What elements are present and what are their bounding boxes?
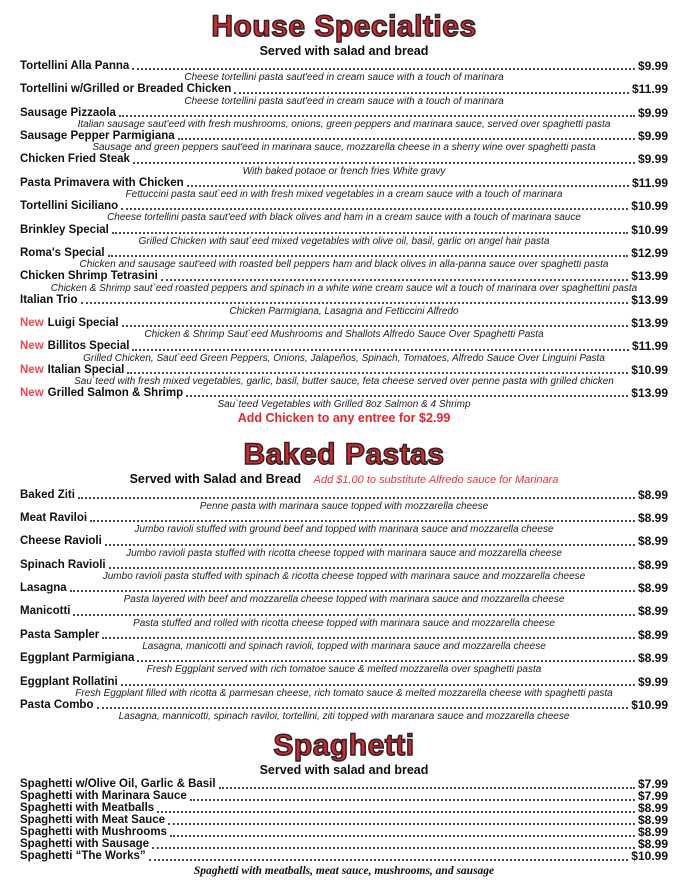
item-name: Spaghetti w/Olive Oil, Garlic & Basil bbox=[20, 778, 216, 791]
dot-leader bbox=[97, 707, 629, 709]
item-desc: Cheese tortellini pasta saut'eed with black olives and ham in a cream sauce with a touch of marinara sauce bbox=[107, 212, 581, 224]
section-title-house-specialties: House Specialties bbox=[211, 10, 477, 43]
dot-leader bbox=[122, 325, 629, 327]
item-name: Tortellini Siciliano bbox=[20, 200, 119, 213]
item-desc: Cheese tortellini pasta saut'eed in cream sauce with a touch of marinara bbox=[184, 72, 504, 84]
item-name-wrap bbox=[20, 224, 109, 236]
item-name-wrap bbox=[20, 270, 158, 282]
item-price: $13.99 bbox=[631, 269, 668, 284]
dot-leader bbox=[219, 787, 635, 789]
dot-leader bbox=[187, 185, 629, 187]
menu-item bbox=[20, 676, 668, 688]
menu-item bbox=[20, 629, 668, 641]
item-desc: Grilled Chicken, Saut`eed Green Peppers, Onions, Jalapeños, Spinach, Tomatoes, Alfredo Sauce Over Linguini Pasta bbox=[83, 352, 605, 364]
section-spaghetti bbox=[20, 729, 668, 877]
dot-leader bbox=[133, 162, 635, 164]
item-price: $8.99 bbox=[637, 581, 668, 596]
item-name-wrap bbox=[20, 60, 129, 72]
item-price: $8.99 bbox=[637, 487, 668, 502]
item-name: Chicken Shrimp Tetrasini bbox=[20, 270, 158, 283]
item-name: Spaghetti with Mushrooms bbox=[20, 825, 167, 838]
item-desc: Fresh Eggplant served with rich tomatoe sauce & melted mozzarella over spaghetti pasta bbox=[146, 664, 542, 676]
dot-leader bbox=[149, 859, 629, 861]
item-price: $8.99 bbox=[637, 801, 668, 816]
item-desc: Sau`teed with fresh mixed vegetables, garlic, basil, butter sauce, feta cheese served over penne pasta with grilled chicken bbox=[74, 376, 614, 388]
item-name-wrap bbox=[20, 247, 105, 259]
menu-item bbox=[20, 247, 668, 259]
menu-item bbox=[20, 107, 668, 119]
dot-leader bbox=[90, 520, 635, 522]
item-desc: Fettuccini pasta saut`eed in with fresh mixed vegetables in a cream sauce with a touch of marinara bbox=[125, 189, 563, 201]
item-name-wrap bbox=[20, 699, 94, 711]
item-price: $8.99 bbox=[637, 813, 668, 828]
item-price: $8.99 bbox=[637, 824, 668, 839]
menu-item bbox=[20, 387, 668, 399]
item-name: Chicken Fried Steak bbox=[20, 153, 130, 166]
item-name-wrap bbox=[20, 200, 118, 212]
item-name: Spaghetti with Sausage bbox=[20, 837, 150, 850]
item-price: $13.99 bbox=[631, 386, 668, 401]
item-name: Tortellini Alla Panna bbox=[20, 59, 130, 72]
menu-item bbox=[20, 512, 668, 524]
dot-leader bbox=[170, 835, 635, 837]
dot-leader bbox=[127, 372, 628, 374]
menu-item bbox=[20, 341, 668, 353]
section-title-spaghetti: Spaghetti bbox=[273, 729, 415, 763]
item-price: $12.99 bbox=[631, 245, 668, 260]
item-name-wrap bbox=[20, 340, 129, 352]
dot-leader bbox=[190, 799, 635, 801]
section-title-baked-pastas: Baked Pastas bbox=[243, 437, 445, 471]
item-price: $9.99 bbox=[637, 129, 668, 144]
menu-item bbox=[20, 606, 668, 618]
section-subtitle: Served with Salad and Bread bbox=[129, 471, 302, 486]
menu-item bbox=[20, 559, 668, 571]
new-badge: New bbox=[20, 387, 44, 400]
dot-leader bbox=[157, 811, 635, 813]
item-price: $11.99 bbox=[631, 82, 668, 97]
item-desc: Jumbo ravioli stuffed with ground beef and topped with marinara sauce and mozzarella cheese bbox=[134, 524, 554, 536]
item-price: $13.99 bbox=[631, 292, 668, 307]
item-name-wrap bbox=[20, 177, 184, 189]
item-price: $8.99 bbox=[637, 534, 668, 549]
new-badge: New bbox=[20, 363, 44, 376]
item-price: $11.99 bbox=[631, 339, 668, 354]
item-price: $9.99 bbox=[637, 152, 668, 167]
item-price: $7.99 bbox=[637, 789, 668, 804]
item-price: $10.99 bbox=[631, 697, 668, 712]
item-name: Pasta Combo bbox=[20, 698, 94, 711]
item-price: $10.99 bbox=[631, 222, 668, 237]
section-baked-pastas bbox=[20, 438, 668, 723]
menu-item bbox=[20, 848, 668, 863]
item-price: $10.99 bbox=[631, 199, 668, 214]
item-name: Sausage Pepper Parmigiana bbox=[20, 130, 175, 143]
item-price: $8.99 bbox=[637, 604, 668, 619]
dot-leader bbox=[186, 395, 628, 397]
dot-leader bbox=[112, 232, 628, 234]
item-name: Spaghetti “The Works” bbox=[20, 849, 146, 862]
item-name: Lasagna bbox=[20, 582, 67, 595]
item-desc: Italian sausage saut'eed with fresh mushrooms, onions, green peppers and marinara sauce, served over spaghetti pasta bbox=[77, 118, 611, 130]
dot-leader bbox=[121, 684, 635, 686]
item-desc: Sau`teed Vegetables with Grilled 8oz Salmon & 4 Shrimp bbox=[217, 399, 471, 411]
item-desc: Pasta layered with beef and mozzarella cheese topped with marinara sauce and mozzarella cheese bbox=[123, 594, 565, 606]
item-name: Brinkley Special bbox=[20, 223, 109, 236]
menu-item bbox=[20, 200, 668, 212]
item-desc: Chicken and sausage saut'eed with roasted bell peppers ham and black olives in alla-panna sauce over spaghetti pasta bbox=[79, 259, 609, 271]
item-price: $11.99 bbox=[631, 175, 668, 190]
menu-item bbox=[20, 224, 668, 236]
menu-item bbox=[20, 60, 668, 72]
item-name: Spaghetti with Meat Sauce bbox=[20, 814, 166, 827]
item-desc: Grilled Chicken with saut`eed mixed vegetables with olive oil, basil, garlic on angel hair pasta bbox=[138, 235, 550, 247]
item-price: $10.99 bbox=[631, 848, 668, 863]
item-name-wrap bbox=[20, 83, 231, 95]
item-name: Roma's Special bbox=[20, 246, 105, 259]
item-name: Italian Special bbox=[47, 363, 125, 376]
item-name: Cheese Ravioli bbox=[20, 535, 102, 548]
the-works-desc: Spaghetti with meatballs, meat sauce, mushrooms, and sausage bbox=[193, 864, 495, 877]
add-chicken-note: Add Chicken to any entree for $2.99 bbox=[237, 410, 451, 425]
item-name: Billitos Special bbox=[47, 340, 130, 353]
new-badge: New bbox=[20, 340, 44, 353]
item-price: $8.99 bbox=[637, 836, 668, 851]
menu-item bbox=[20, 270, 668, 282]
item-name-wrap bbox=[20, 512, 87, 524]
item-price: $8.99 bbox=[637, 651, 668, 666]
item-name: Meat Raviloi bbox=[20, 511, 88, 524]
item-price: $9.99 bbox=[637, 105, 668, 120]
item-price: $10.99 bbox=[631, 362, 668, 377]
item-name-wrap bbox=[20, 582, 67, 594]
item-desc: Cheese tortellini pasta saut'eed in cream sauce with a touch of marinara bbox=[184, 95, 504, 107]
item-name: Grilled Salmon & Shrimp bbox=[47, 387, 184, 400]
item-price: $9.99 bbox=[637, 58, 668, 73]
menu-item bbox=[20, 582, 668, 594]
menu-item bbox=[20, 364, 668, 376]
item-desc: With baked potaoe or french fries White gravy bbox=[242, 165, 446, 177]
section-subtitle: Served with salad and bread bbox=[259, 763, 429, 778]
alfredo-substitute-note: Add $1.00 to substitute Alfredo sauce for Marinara bbox=[313, 473, 559, 486]
item-name: Baked Ziti bbox=[20, 488, 75, 501]
item-name: Spinach Ravioli bbox=[20, 558, 106, 571]
dot-leader bbox=[78, 497, 635, 499]
item-desc: Lasagna, manicotti and spinach ravioli, topped with marinara sauce and mozzarella cheese bbox=[142, 641, 546, 653]
dot-leader bbox=[70, 590, 635, 592]
item-name: Tortellini w/Grilled or Breaded Chicken bbox=[20, 83, 232, 96]
item-name: Eggplant Parmigiana bbox=[20, 652, 135, 665]
item-name-wrap bbox=[20, 605, 70, 617]
item-desc: Fresh Eggplant filled with ricotta & parmesan cheese, rich tomato sauce & melted mozzarella cheese with spaghetti pasta bbox=[75, 687, 613, 699]
item-desc: Chicken & Shrimp Saut`eed Mushrooms and Shallots Alfredo Sauce Over Spaghetti Pasta bbox=[144, 329, 544, 341]
item-desc: Sausage and green peppers saut'eed in marinara sauce, mozzarella cheese in a sherry wine over spaghetti pasta bbox=[92, 142, 596, 154]
item-name: Pasta Primavera with Chicken bbox=[20, 176, 184, 189]
item-name-wrap bbox=[20, 294, 78, 306]
menu-item bbox=[20, 535, 668, 547]
item-name-wrap bbox=[20, 153, 130, 165]
menu-item bbox=[20, 130, 668, 142]
menu-item bbox=[20, 652, 668, 664]
item-name: Manicotti bbox=[20, 605, 71, 618]
dot-leader bbox=[234, 92, 629, 94]
item-name: Luigi Special bbox=[47, 317, 119, 330]
item-desc: Jumbo ravioli pasta stuffed with spinach & ricotta cheese topped with marinara sauce and mozzarella cheese bbox=[102, 570, 586, 582]
section-subtitle: Served with salad and bread bbox=[259, 44, 429, 58]
menu-item bbox=[20, 489, 668, 501]
dot-leader bbox=[137, 660, 635, 662]
item-name-wrap bbox=[20, 851, 146, 863]
item-name-wrap bbox=[20, 629, 99, 641]
dot-leader bbox=[105, 544, 635, 546]
item-desc: Chicken & Shrimp saut`eed roasted peppers and spinach in a white wine cream sauce wit a touch of marinara over spaghettini pasta bbox=[50, 282, 638, 294]
item-name-wrap bbox=[20, 489, 75, 501]
item-name: Spaghetti with Marinara Sauce bbox=[20, 790, 187, 803]
dot-leader bbox=[152, 847, 635, 849]
item-desc: Penne pasta with marinara sauce topped with mozzarella cheese bbox=[199, 500, 489, 512]
new-badge: New bbox=[20, 317, 44, 330]
item-name: Spaghetti with Meatballs bbox=[20, 802, 155, 815]
item-desc: Pasta stuffed and rolled with ricotta cheese topped with marinara sauce and mozzarella cheese bbox=[133, 617, 555, 629]
item-price: $8.99 bbox=[637, 627, 668, 642]
menu-item bbox=[20, 699, 668, 711]
item-price: $8.99 bbox=[637, 510, 668, 525]
menu-item bbox=[20, 317, 668, 329]
dot-leader bbox=[108, 255, 629, 257]
item-name-wrap bbox=[20, 652, 134, 664]
item-name-wrap bbox=[20, 107, 116, 119]
dot-leader bbox=[132, 349, 628, 351]
menu-item bbox=[20, 294, 668, 306]
item-name-wrap bbox=[20, 559, 106, 571]
dot-leader bbox=[81, 302, 629, 304]
menu-item bbox=[20, 83, 668, 95]
item-price: $13.99 bbox=[631, 316, 668, 331]
item-price: $9.99 bbox=[637, 674, 668, 689]
item-name: Sausage Pizzaola bbox=[20, 106, 116, 119]
dot-leader bbox=[132, 68, 635, 70]
dot-leader bbox=[168, 823, 635, 825]
item-price: $8.99 bbox=[637, 557, 668, 572]
dot-leader bbox=[178, 138, 635, 140]
menu-item bbox=[20, 177, 668, 189]
item-desc: Jumbo ravioli pasta stuffed with ricotta cheese topped with marinara sauce and mozzarella cheese bbox=[126, 547, 562, 559]
item-desc: Lasagna, mannicotti, spinach raviloi, tortellini, ziti topped with maranara sauce and mozzarella cheese bbox=[118, 711, 570, 723]
section-subtitle-row bbox=[20, 472, 668, 487]
item-desc: Chicken Parmigiana, Lasagna and Fetticcini Alfredo bbox=[229, 305, 459, 317]
item-name-wrap bbox=[20, 676, 118, 688]
section-house-specialties bbox=[20, 10, 668, 425]
menu-item bbox=[20, 154, 668, 166]
item-name: Eggplant Rollatini bbox=[20, 675, 118, 688]
item-name-wrap bbox=[20, 387, 183, 399]
dot-leader bbox=[161, 279, 628, 281]
item-name-wrap bbox=[20, 317, 119, 329]
item-name-wrap bbox=[20, 364, 124, 376]
item-price: $7.99 bbox=[637, 777, 668, 792]
dot-leader bbox=[73, 614, 634, 616]
item-name-wrap bbox=[20, 535, 102, 547]
item-name-wrap bbox=[20, 130, 175, 142]
item-name: Italian Trio bbox=[20, 293, 78, 306]
dot-leader bbox=[102, 637, 635, 639]
dot-leader bbox=[119, 115, 635, 117]
dot-leader bbox=[109, 567, 635, 569]
dot-leader bbox=[121, 208, 628, 210]
item-name: Pasta Sampler bbox=[20, 628, 100, 641]
